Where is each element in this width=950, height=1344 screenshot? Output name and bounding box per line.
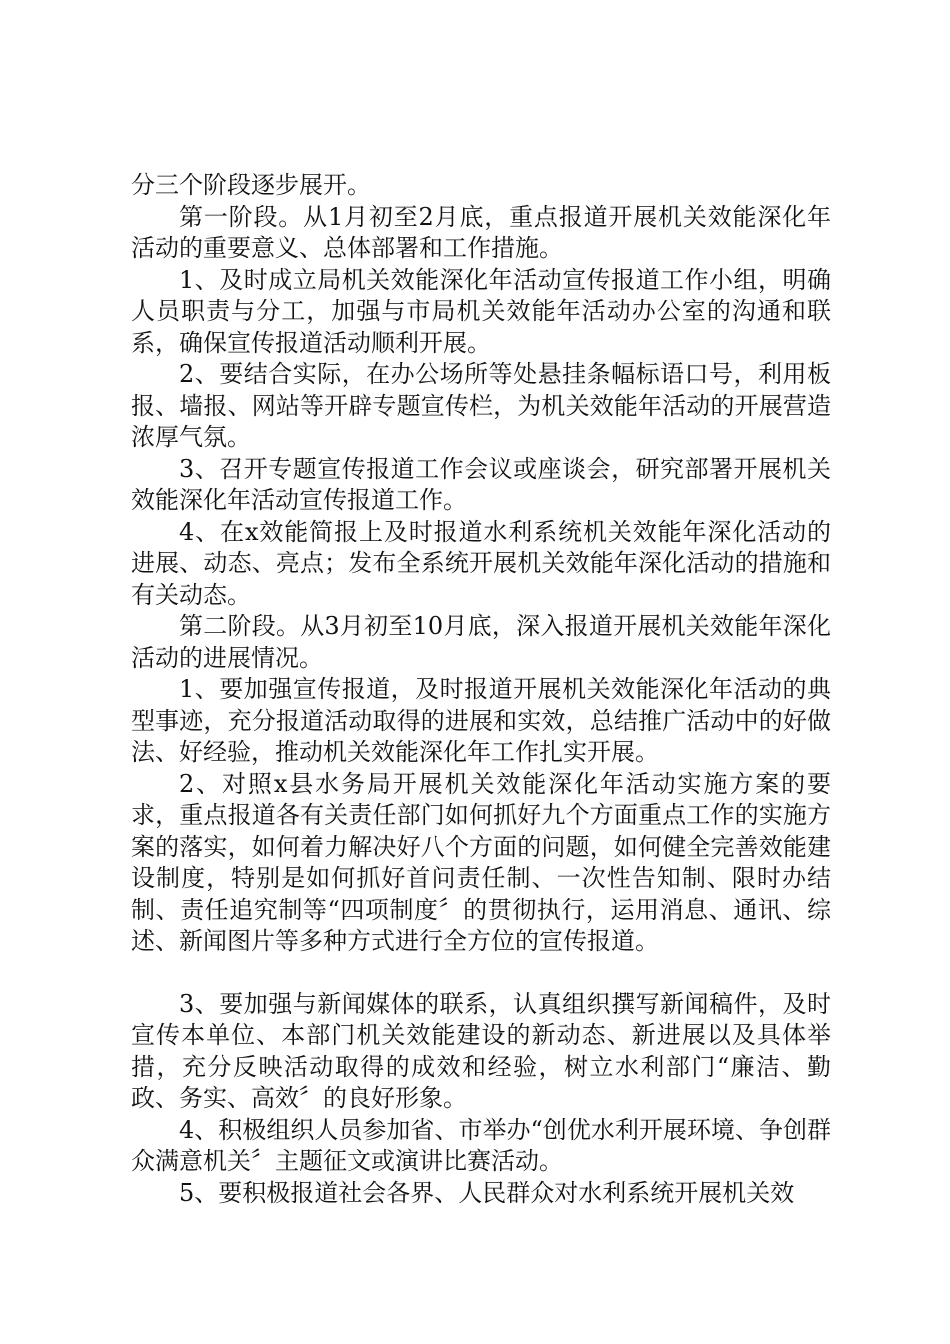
paragraph-phase-two-item-3: 3、要加强与新闻媒体的联系，认真组织撰写新闻稿件，及时宣传本单位、本部门机关效能建设的新动态、新进展以及具体举措，充分反映活动取得的成效和经验，树立水利部门“廉洁、勤政、务实、高效〞的良好形象。 <box>131 989 831 1112</box>
paragraph-phase-two-item-2: 2、对照x县水务局开展机关效能深化年活动实施方案的要求，重点报道各有关责任部门如何抓好九个方面重点工作的实施方案的落实，如何着力解决好八个方面的问题，如何健全完善效能建设制度，特别是如何抓好首问责任制、一次性告知制、限时办结制、责任追究制等“四项制度〞的贯彻执行，运用消息、通讯、综述、新闻图片等多种方式进行全方位的宣传报道。 <box>131 769 831 955</box>
paragraph-phase-one-item-1: 1、及时成立局机关效能深化年活动宣传报道工作小组，明确人员职责与分工，加强与市局机关效能年活动办公室的沟通和联系，确保宣传报道活动顺利开展。 <box>131 265 831 357</box>
paragraph-phase-one-item-3: 3、召开专题宣传报道工作会议或座谈会，研究部署开展机关效能深化年活动宣传报道工作。 <box>131 454 831 514</box>
paragraph-phase-two-item-4: 4、积极组织人员参加省、市举办“创优水利开展环境、争创群众满意机关〞主题征文或演讲比赛活动。 <box>131 1115 831 1175</box>
paragraph-intro-continuation: 分三个阶段逐步展开。 <box>131 171 371 199</box>
paragraph-phase-one-item-4: 4、在x效能简报上及时报道水利系统机关效能年深化活动的进展、动态、亮点；发布全系统开展机关效能年深化活动的措施和有关动态。 <box>131 517 831 609</box>
paragraph-phase-two-heading: 第二阶段。从3月初至10月底，深入报道开展机关效能年深化活动的进展情况。 <box>131 612 831 672</box>
paragraph-phase-two-item-1: 1、要加强宣传报道，及时报道开展机关效能深化年活动的典型事迹，充分报道活动取得的进展和实效，总结推广活动中的好做法、好经验，推动机关效能深化年工作扎实开展。 <box>131 675 831 766</box>
paragraph-phase-one-heading: 第一阶段。从1月初至2月底，重点报道开展机关效能深化年活动的重要意义、总体部署和工作措施。 <box>131 202 831 262</box>
paragraph-phase-two-item-5: 5、要积极报道社会各界、人民群众对水利系统开展机关效 <box>179 1178 795 1207</box>
document-body <box>131 170 831 1209</box>
paragraph-phase-one-item-2: 2、要结合实际，在办公场所等处悬挂条幅标语口号，利用板报、墙报、网站等开辟专题宣传栏，为机关效能年活动的开展营造浓厚气氛。 <box>131 360 831 451</box>
